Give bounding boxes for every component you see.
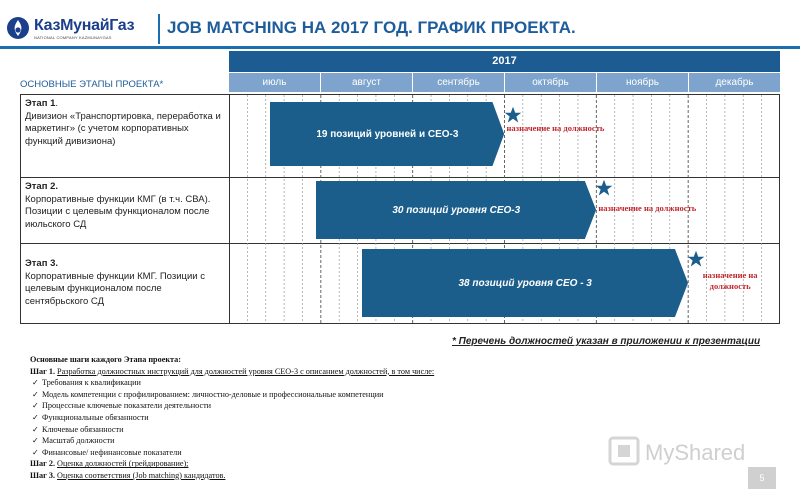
footnote: * Перечень должностей указан в приложении к презентации [452,336,761,347]
milestone-star-icon [504,106,522,124]
step-text: Оценка должностей (грейдирование); [57,459,189,469]
project-steps [30,354,550,482]
page-title: JOB MATCHING НА 2017 ГОД. ГРАФИК ПРОЕКТА. [167,18,576,37]
checkmark-icon: ✓ [32,447,39,457]
checklist-text: Ключевые обязанности [42,424,124,434]
month-label: июль [229,73,320,92]
step-prefix: Шаг 1. [30,366,55,376]
stage-title: Этап 1 [25,98,56,109]
month-label: сентябрь [412,73,504,92]
step-prefix: Шаг 2. [30,459,55,469]
bar-label: 19 позиций уровней и СЕО-3 [316,128,459,140]
stages-title: ОСНОВНЫЕ ЭТАПЫ ПРОЕКТА* [20,79,164,90]
checklist-text: Масштаб должности [42,436,115,446]
checkmark-icon: ✓ [32,436,39,446]
bar-label: 38 позиций уровня СЕО - 3 [458,277,592,289]
year-header: 2017 [229,51,780,72]
logo-subtitle: NATIONAL COMPANY KAZMUNAYGAS [34,35,112,40]
stage-1-bar [270,102,504,166]
stage-title-suffix: . [55,98,58,109]
step-prefix: Шаг 3. [30,470,55,480]
stage-description: Дивизион «Транспортировка, переработка и маркетинг» (с учетом корпоративных функций дивизиона) [25,110,221,147]
assignment-note: назначение на должность [702,270,758,291]
logo-name: КазМунайГаз [34,17,135,34]
watermark-text: MyShared [645,440,746,465]
checkmark-icon: ✓ [32,378,39,388]
step-3 [30,470,550,482]
checklist-item [30,377,550,389]
step-text: Оценка соответствия (Job matching) кандидатов. [57,470,226,480]
step-text: Разработка должностных инструкций для должностей уровня СЕО-3 с описанием должностей, в том числе: [57,366,435,376]
checkmark-icon: ✓ [32,424,39,434]
stage-title: Этап 3. [25,258,58,269]
stage-2-bar [316,181,596,239]
stage-description: Корпоративные функции КМГ. Позиции с целевым функционалом после сентябрьского СД [25,270,205,307]
stage-3-bar [362,249,688,317]
month-label: август [320,73,412,92]
checklist-item [30,400,550,412]
stage-title: Этап 2. [25,181,58,192]
checklist-item [30,424,550,436]
month-label: ноябрь [596,73,688,92]
month-label: декабрь [688,73,780,92]
checklist-text: Требования к квалификации [42,378,141,388]
checklist-item [30,435,550,447]
checkmark-icon: ✓ [32,401,39,411]
checkmark-icon: ✓ [32,389,39,399]
checklist-item [30,447,550,459]
assignment-note: назначение на должность [598,203,697,213]
checklist-item [30,412,550,424]
month-label: октябрь [504,73,596,92]
step-1 [30,366,550,378]
checkmark-icon: ✓ [32,412,39,422]
step-2 [30,458,550,470]
milestone-star-icon [687,250,705,268]
stage-description: Корпоративные функции КМГ (в т.ч. СВА). Позиции с целевым функционалом после июльского СД [25,193,211,230]
checklist-item [30,389,550,401]
page-number: 5 [748,467,776,489]
bar-label: 30 позиций уровня СЕО-3 [392,204,521,216]
steps-heading: Основные шаги каждого Этапа проекта: [30,355,182,364]
checklist-text: Функциональные обязанности [42,412,149,422]
checklist-text: Процессные ключевые показатели деятельности [42,401,212,411]
assignment-note: назначение на должность [506,123,605,133]
milestone-star-icon [595,179,613,197]
checklist-text: Модель компетенции с профилированием: личностно-деловые и профессиональные компетенции [42,389,384,399]
checklist-text: Финансовые/ нефинансовые показатели [42,447,182,457]
